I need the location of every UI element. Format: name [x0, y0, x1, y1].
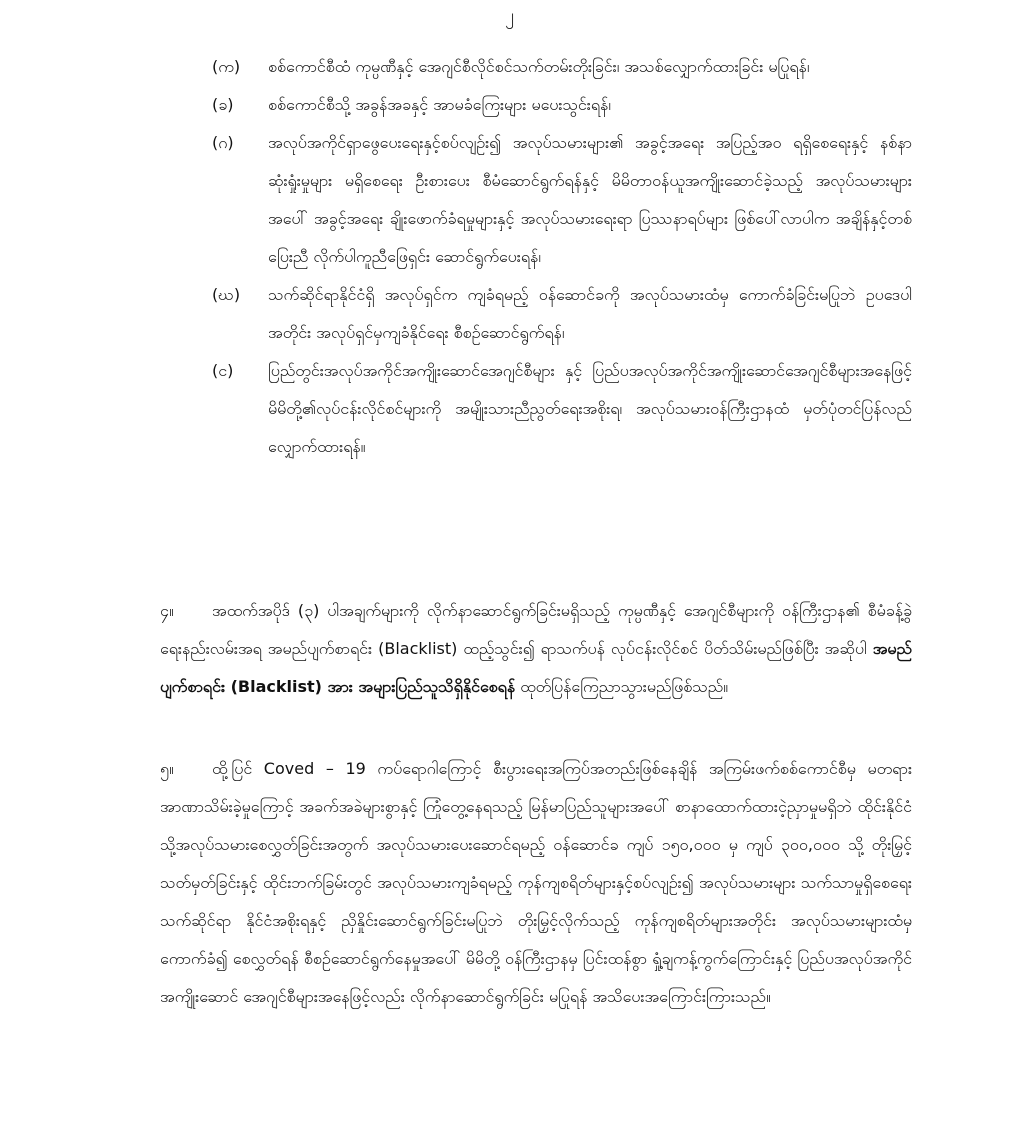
list-item-text: အလုပ်အကိုင်ရှာဖွေပေးရေးနှင့်စပ်လျဉ်း၍ အလုပ်သမားများ၏ အခွင့်အရေး အပြည့်အဝ ရရှိစေရေးနှင့် နစ်နာဆုံးရှုံးမှုများ မရှိစေရေး ဦးစားပေး စီမံဆောင်ရွက်ရန်နှင့် မိမိတာဝန်ယူအကျိုးဆောင်ခဲ့သည့် အလုပ်သမားများအပေါ် အခွင့်အရေး ချိုးဖောက်ခံရမှုများနှင့် အလုပ်သမားရေးရာ ပြဿနာရပ်များ ဖြစ်ပေါ်လာပါက အချိန်နှင့်တစ်ပြေးညီ လိုက်ပါကူညီဖြေရှင်း ဆောင်ရွက်ပေးရန်၊	[268, 133, 912, 266]
list-item	[212, 86, 912, 124]
blacklist-emphasis: အမည်ပျက်စာရင်း (Blacklist) အား အများပြည်သူသိရှိနိုင်စေရန်	[160, 639, 912, 696]
list-item	[212, 48, 912, 86]
requirements-list	[212, 48, 912, 466]
paragraph-text-end: ထုတ်ပြန်ကြေညာသွားမည်ဖြစ်သည်။	[515, 677, 729, 696]
paragraph-text: ထို့ပြင် Coved – 19 ကပ်ရောဂါကြောင့် စီးပွားရေးအကြပ်အတည်းဖြစ်နေချိန် အကြမ်းဖက်စစ်ကောင်စီမှ မတရားအာဏာသိမ်းခဲ့မှုကြောင့် အခက်အခဲများစွာနှင့် ကြုံတွေ့နေရသည့် မြန်မာပြည်သူများအပေါ် စာနာထောက်ထားငဲ့ညှာမှုမရှိဘဲ ထိုင်းနိုင်ငံသို့အလုပ်သမားစေလွှတ်ခြင်းအတွက် အလုပ်သမားပေးဆောင်ရမည့် ဝန်ဆောင်ခ ကျပ် ၁၅၀,၀၀၀ မှ ကျပ် ၃၀၀,၀၀၀ သို့ တိုးမြှင့်သတ်မှတ်ခြင်းနှင့် ထိုင်းဘက်ခြမ်းတွင် အလုပ်သမားကျခံရမည့် ကုန်ကျစရိတ်များနှင့်စပ်လျဉ်း၍ အလုပ်သမားများ သက်သာမှုရှိစေရေး သက်ဆိုင်ရာ နိုင်ငံအစိုးရနှင့် ညှိနှိုင်းဆောင်ရွက်ခြင်းမပြုဘဲ တိုးမြှင့်လိုက်သည့် ကုန်ကျစရိတ်များအတိုင်း အလုပ်သမားများထံမှ ကောက်ခံ၍ စေလွှတ်ရန် စီစဉ်ဆောင်ရွက်နေမှုအပေါ် မိမိတို့ ဝန်ကြီးဌာနမှ ပြင်းထန်စွာ ရှုံ့ချကန့်ကွက်ကြောင်းနှင့် ပြည်ပအလုပ်အကိုင်အကျိုးဆောင် အေဂျင်စီများအနေဖြင့်လည်း လိုက်နာဆောင်ရွက်ခြင်း မပြုရန် အသိပေးအကြောင်းကြားသည်။	[160, 759, 912, 1006]
list-item-text: စစ်ကောင်စီသို့ အခွန်အခနှင့် အာမခံကြေးများ မပေးသွင်းရန်၊	[268, 95, 611, 114]
list-item-text: ပြည်တွင်းအလုပ်အကိုင်အကျိုးဆောင်အေဂျင်စီများ နှင့် ပြည်ပအလုပ်အကိုင်အကျိုးဆောင်အေဂျင်စီများအနေဖြင့်မိမိတို့၏လုပ်ငန်းလိုင်စင်များကို အမျိုးသားညီညွတ်ရေးအစိုးရ၊ အလုပ်သမားဝန်ကြီးဌာနထံ မှတ်ပုံတင်ပြန်လည်လျှောက်ထားရန်။	[268, 361, 912, 456]
paragraph-number: ၄။	[160, 601, 174, 620]
paragraph-text: အထက်အပိုဒ် (၃) ပါအချက်များကို လိုက်နာဆောင်ရွက်ခြင်းမရှိသည့် ကုမ္ပဏီနှင့် အေဂျင်စီများကို ဝန်ကြီးဌာန၏ စီမံခန့်ခွဲရေးနည်းလမ်းအရ အမည်ပျက်စာရင်း (Blacklist) ထည့်သွင်း၍ ရာသက်ပန် လုပ်ငန်းလိုင်စင် ပိတ်သိမ်းမည်ဖြစ်ပြီး အဆိုပါ	[160, 601, 912, 658]
list-item-text: စစ်ကောင်စီထံ ကုမ္ပဏီနှင့် အေဂျင်စီလိုင်စင်သက်တမ်းတိုးခြင်း၊ အသစ်လျှောက်ထားခြင်း မပြုရန်၊	[268, 57, 810, 76]
paragraph-number: ၅။	[160, 759, 174, 778]
list-marker: (ဂ)	[212, 133, 234, 152]
list-marker: (ခ)	[212, 95, 234, 114]
paragraph-4	[160, 592, 912, 706]
list-item	[212, 352, 912, 466]
list-marker: (င)	[212, 361, 234, 380]
list-item	[212, 124, 912, 276]
list-item-text: သက်ဆိုင်ရာနိုင်ငံရှိ အလုပ်ရှင်က ကျခံရမည့် ဝန်ဆောင်ခကို အလုပ်သမားထံမှ ကောက်ခံခြင်းမပြုဘဲ ဥပဒေပါအတိုင်း အလုပ်ရှင်မှကျခံနိုင်ရေး စီစဉ်ဆောင်ရွက်ရန်၊	[268, 285, 912, 342]
list-item	[212, 276, 912, 352]
paragraph-5	[160, 750, 912, 1016]
page-number: ၂	[505, 5, 514, 26]
list-marker: (က)	[212, 57, 241, 76]
list-marker: (ဃ)	[212, 285, 241, 304]
